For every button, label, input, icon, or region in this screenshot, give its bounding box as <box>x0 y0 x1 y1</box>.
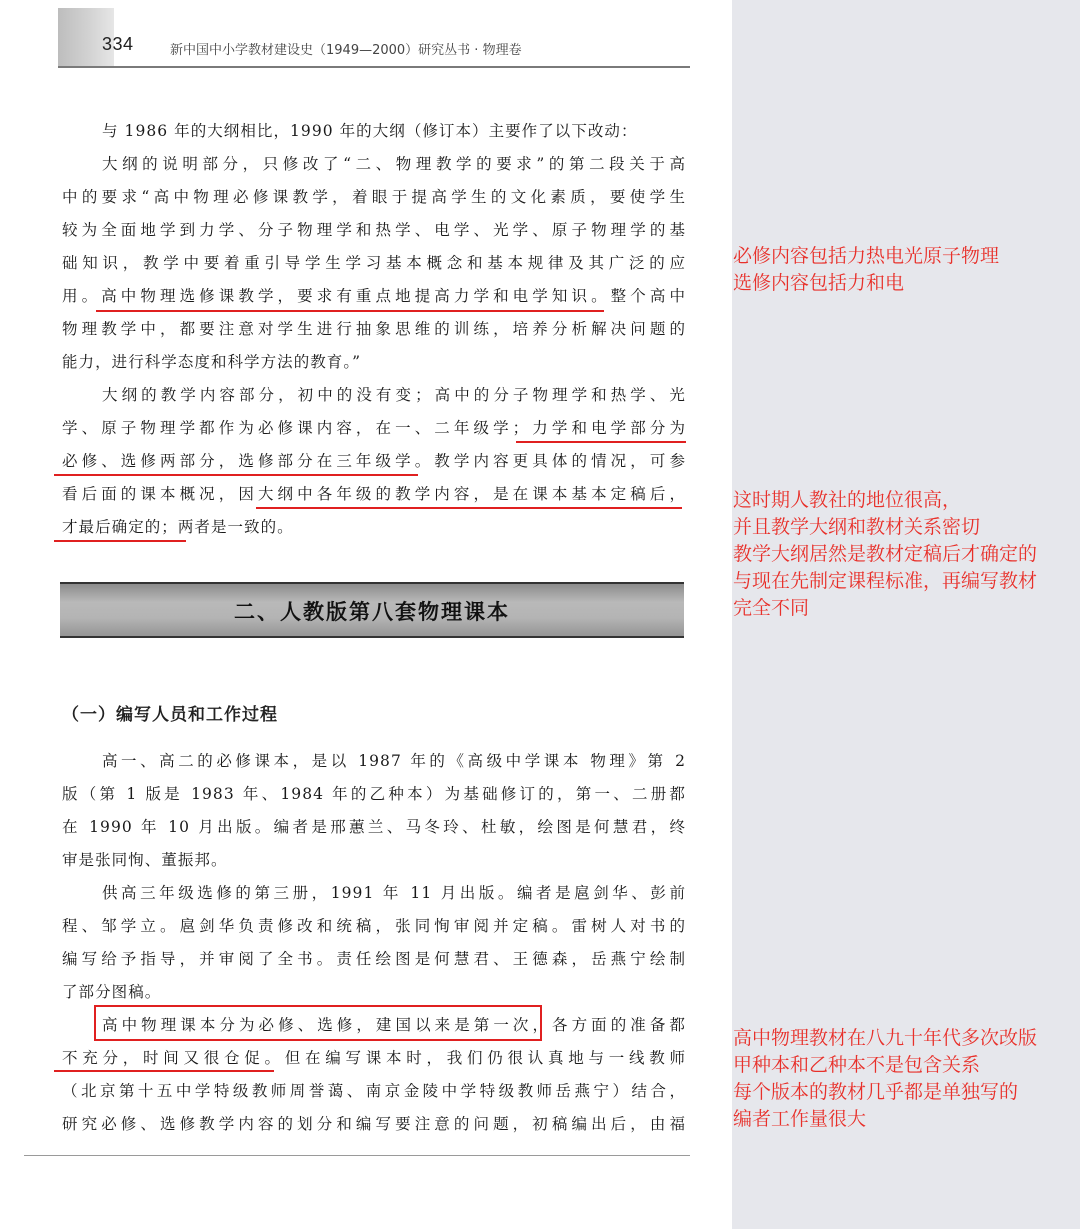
annotation-line: 完全不同 <box>733 597 810 619</box>
annotation-line: 必修内容包括力热电光原子物理 <box>733 245 1000 267</box>
annotation-line: 与现在先制定课程标准，再编写教材 <box>733 570 1038 592</box>
running-head: 新中国中小学教材建设史（1949—2000）研究丛书 · 物理卷 <box>170 43 522 58</box>
annotation-line: 编者工作量很大 <box>733 1108 867 1130</box>
highlight-underline <box>96 310 604 312</box>
body-line: 在 1990 年 10 月出版。编者是邢蕙兰、马冬玲、杜敏，绘图是何慧君，终 <box>62 818 686 836</box>
body-line: 大纲的说明部分，只修改了“二、物理教学的要求”的第二段关于高 <box>102 155 686 173</box>
annotation-line: 并且教学大纲和教材关系密切 <box>733 516 981 538</box>
body-line: 能力，进行科学态度和科学方法的教育。” <box>62 353 362 371</box>
highlight-underline <box>256 507 682 509</box>
body-line: 高一、高二的必修课本，是以 1987 年的《高级中学课本 物理》第 2 <box>102 752 686 770</box>
annotation-line: 教学大纲居然是教材定稿后才确定的 <box>733 543 1038 565</box>
body-line: 用。高中物理选修课教学，要求有重点地提高力学和电学知识。整个高中 <box>62 287 686 305</box>
body-line: 审是张同恂、董振邦。 <box>62 851 228 869</box>
body-line: 才最后确定的；两者是一致的。 <box>62 518 294 536</box>
page-number: 334 <box>102 34 134 54</box>
body-line: 物理教学中，都要注意对学生进行抽象思维的训练，培养分析解决问题的 <box>62 320 686 338</box>
annotation-line: 这时期人教社的地位很高， <box>733 489 962 511</box>
highlight-box <box>94 1005 542 1041</box>
book-page <box>24 0 690 1156</box>
body-line: 程、邹学立。扈剑华负责修改和统稿，张同恂审阅并定稿。雷树人对书的 <box>62 917 686 935</box>
body-line: 大纲的教学内容部分，初中的没有变；高中的分子物理学和热学、光 <box>102 386 686 404</box>
annotation-line: 每个版本的教材几乎都是单独写的 <box>733 1081 1019 1103</box>
header-rule <box>58 66 690 68</box>
highlight-underline <box>54 540 186 542</box>
sub-heading: （一）编写人员和工作过程 <box>62 705 278 725</box>
body-line: 看后面的课本概况，因大纲中各年级的教学内容，是在课本基本定稿后， <box>62 485 686 503</box>
body-line: 版（第 1 版是 1983 年、1984 年的乙种本）为基础修订的，第一、二册都 <box>62 785 686 803</box>
body-line: （北京第十五中学特级教师周誉蔼、南京金陵中学特级教师岳燕宁）结合， <box>62 1082 686 1100</box>
highlight-underline <box>54 474 418 476</box>
body-line: 必修、选修两部分，选修部分在三年级学。教学内容更具体的情况，可参 <box>62 452 686 470</box>
annotation-line: 选修内容包括力和电 <box>733 272 905 294</box>
annotation-line: 甲种本和乙种本不是包含关系 <box>733 1054 981 1076</box>
body-line: 较为全面地学到力学、分子物理学和热学、电学、光学、原子物理学的基 <box>62 221 686 239</box>
highlight-underline <box>516 441 686 443</box>
body-line: 了部分图稿。 <box>62 983 162 1001</box>
section-title: 二、人教版第八套物理课本 <box>234 599 510 624</box>
body-line: 高中物理课本分为必修、选修，建国以来是第一次，各方面的准备都 <box>102 1016 686 1034</box>
body-line: 研究必修、选修教学内容的划分和编写要注意的问题，初稿编出后，由福 <box>62 1115 686 1133</box>
body-line: 中的要求“高中物理必修课教学，着眼于提高学生的文化素质，要使学生 <box>62 188 686 206</box>
body-line: 础知识，教学中要着重引导学生学习基本概念和基本规律及其广泛的应 <box>62 254 686 272</box>
body-line: 不充分，时间又很仓促。但在编写课本时，我们仍很认真地与一线教师 <box>62 1049 686 1067</box>
body-line: 编写给予指导，并审阅了全书。责任绘图是何慧君、王德森，岳燕宁绘制 <box>62 950 686 968</box>
body-line: 与 1986 年的大纲相比，1990 年的大纲（修订本）主要作了以下改动： <box>102 122 638 140</box>
body-line: 学、原子物理学都作为必修课内容，在一、二年级学；力学和电学部分为 <box>62 419 686 437</box>
highlight-underline <box>54 1070 274 1072</box>
section-banner <box>60 582 684 638</box>
annotation-line: 高中物理教材在八九十年代多次改版 <box>733 1027 1038 1049</box>
body-line: 供高三年级选修的第三册，1991 年 11 月出版。编者是扈剑华、彭前 <box>102 884 686 902</box>
